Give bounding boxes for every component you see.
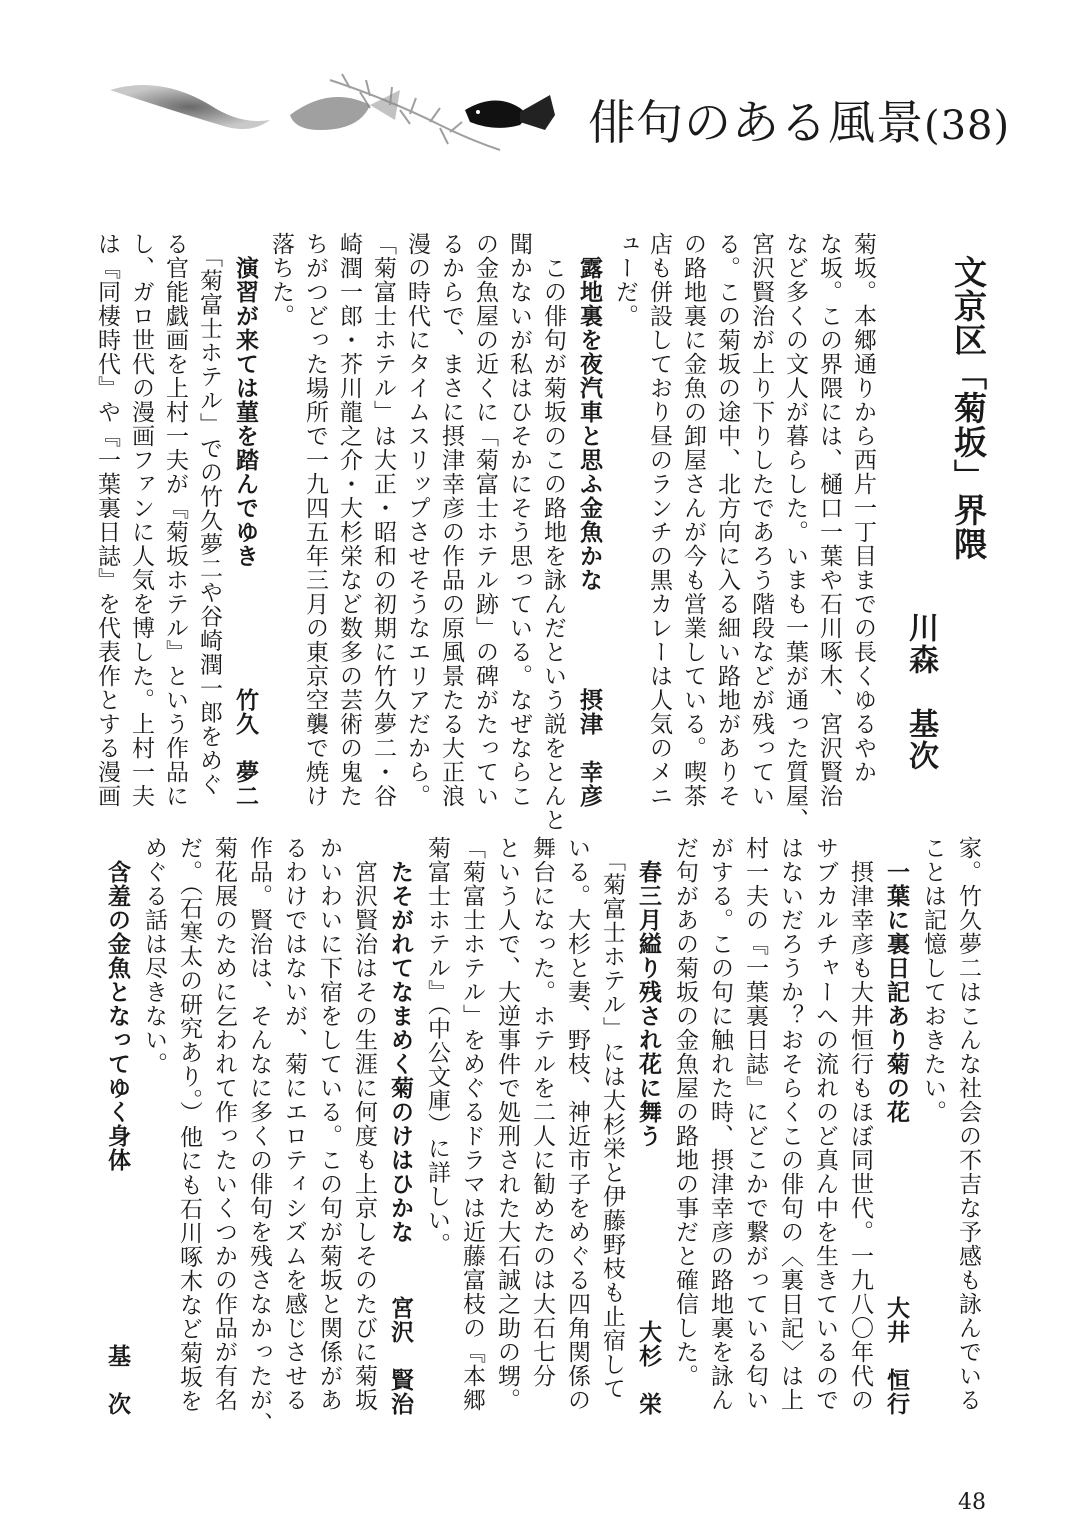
text-column: ューだ。 <box>612 232 638 328</box>
haiku-text: たそがれてなまめく菊のけはひかな <box>387 860 414 1244</box>
goldfish-illustration-icon <box>100 70 580 170</box>
text-column: の路地裏に金魚の卸屋さんが今も営業している。喫茶 <box>680 232 706 808</box>
text-column: この俳句が菊坂のこの路地を詠んだという説をとんと <box>540 232 566 832</box>
haiku-text: 含羞の金魚となってゆく身体 <box>104 860 131 1172</box>
text-column: 「菊富士ホテル」での竹久夢二や谷崎潤一郎をめぐ <box>196 232 222 797</box>
text-column: 聞かないが私はひそかにそう思っている。なぜならこ <box>506 232 532 808</box>
text-column: は『同棲時代』や『一葉裏日誌』を代表作とする漫画 <box>94 232 120 808</box>
text-column: めぐる話は尽きない。 <box>141 836 167 1076</box>
text-column: という人で、大逆事件で処刑された大石誠之助の甥。 <box>494 836 520 1412</box>
text-column: ちがつどった場所で一九四五年三月の東京空襲で焼け <box>302 232 328 808</box>
haiku-author: 宮沢 賢治 <box>387 1296 414 1416</box>
haiku-author: 大杉 栄 <box>635 1320 662 1416</box>
text-column: 落ちた。 <box>268 232 294 328</box>
text-column: 作品。賢治は、そんなに多くの俳句を残さなかったが、 <box>246 836 272 1436</box>
text-column: だ句があの菊坂の金魚屋の路地の事だと確信した。 <box>672 836 698 1388</box>
text-column: 菊花展のために乞われて作ったいくつかの作品が有名 <box>211 836 237 1412</box>
haiku-author: 摂津 幸彦 <box>576 688 603 808</box>
text-column: 漫の時代にタイムスリップさせそうなエリアだから。 <box>404 232 430 808</box>
text-column: はないだろうか？おそらくこの俳句の〈裏日記〉は上 <box>777 836 803 1412</box>
haiku-text: 一葉に裏日記あり菊の花 <box>883 860 910 1124</box>
text-column: な坂。この界隈には、樋口一葉や石川啄木、宮沢賢治 <box>816 232 842 808</box>
haiku-line <box>879 836 913 1416</box>
text-column: 摂津幸彦も大井恒行もほぼ同世代。一九八〇年代の <box>847 836 873 1412</box>
series-title-text: 俳句のある風景 <box>588 96 924 151</box>
text-column: る官能戯画を上村一夫が『菊坂ホテル』という作品に <box>162 232 188 808</box>
article-heading: 文京区「菊坂」界隈 <box>949 255 988 561</box>
haiku-line <box>572 232 606 808</box>
text-column: 家。竹久夢二はこんな社会の不吉な予感も詠んでいる <box>955 836 981 1412</box>
text-column: かいわいに下宿をしている。この句が菊坂と関係があ <box>316 836 342 1412</box>
haiku-author: 基 次 <box>104 1344 131 1416</box>
text-column: いる。大杉と妻、野枝、神近市子をめぐる四角関係の <box>564 836 590 1412</box>
haiku-text: 露地裏を夜汽車と思ふ金魚かな <box>576 256 603 592</box>
haiku-line <box>228 232 262 808</box>
text-column: だ。（石寒太の研究あり。）他にも石川啄木など菊坂を <box>176 836 202 1413</box>
top-text-block <box>94 232 880 832</box>
article-author: 川森 基次 <box>903 612 938 772</box>
text-column: 店も併設しており昼のランチの黒カレーは人気のメニ <box>646 232 672 808</box>
text-column: 菊富士ホテル』（中公文庫）に詳しい。 <box>424 836 450 1257</box>
bottom-text-block <box>100 836 985 1436</box>
series-number: (38) <box>924 103 1011 149</box>
text-column: 「菊富士ホテル」は大正・昭和の初期に竹久夢二・谷 <box>370 232 396 808</box>
haiku-line <box>631 836 665 1416</box>
haiku-author: 竹久 夢二 <box>232 688 259 808</box>
text-column: など多くの文人が暮らした。いまも一葉が通った質屋、 <box>782 232 808 832</box>
haiku-author: 大井 恒行 <box>883 1296 910 1416</box>
text-column: ことは記憶しておきたい。 <box>920 836 946 1124</box>
text-column: 菊坂。本郷通りから西片一丁目までの長くゆるやか <box>850 232 876 784</box>
text-column: るからで、まさに摂津幸彦の作品の原風景たる大正浪 <box>438 232 464 808</box>
text-column: サブカルチャーへの流れのど真ん中を生きているので <box>812 836 838 1412</box>
haiku-text: 演習が来ては菫を踏んでゆき <box>232 256 259 568</box>
text-column: るわけではないが、菊にエロティシズムを感じさせる <box>281 836 307 1412</box>
text-column: 宮沢賢治はその生涯に何度も上京しそのたびに菊坂 <box>351 836 377 1412</box>
text-column: 村一夫の『一葉裏日誌』にどこかで繋がっている匂い <box>742 836 768 1412</box>
text-column: 宮沢賢治が上り下りしたであろう階段などが残ってい <box>748 232 774 808</box>
text-column: 「菊富士ホテル」には大杉栄と伊藤野枝も止宿して <box>599 836 625 1401</box>
haiku-text: 春三月縊り残され花に舞う <box>635 860 662 1148</box>
text-column: がする。この句に触れた時、摂津幸彦の路地裏を詠ん <box>707 836 733 1412</box>
haiku-line <box>100 836 134 1416</box>
text-column: の金魚屋の近くに「菊富士ホテル跡」の碑がたってい <box>472 232 498 808</box>
text-column: 舞台になった。ホテルを二人に勧めたのは大石七分 <box>529 836 555 1388</box>
page-number: 48 <box>958 1490 986 1515</box>
haiku-line <box>383 836 417 1416</box>
text-column: 崎潤一郎・芥川龍之介・大杉栄など数多の芸術の鬼た <box>336 232 362 808</box>
text-column: し、ガロ世代の漫画ファンに人気を博した。上村一夫 <box>128 232 154 808</box>
series-title <box>588 86 1010 153</box>
text-column: 「菊富士ホテル」をめぐるドラマは近藤富枝の『本郷 <box>459 836 485 1412</box>
text-column: る。この菊坂の途中、北方向に入る細い路地がありそ <box>714 232 740 808</box>
